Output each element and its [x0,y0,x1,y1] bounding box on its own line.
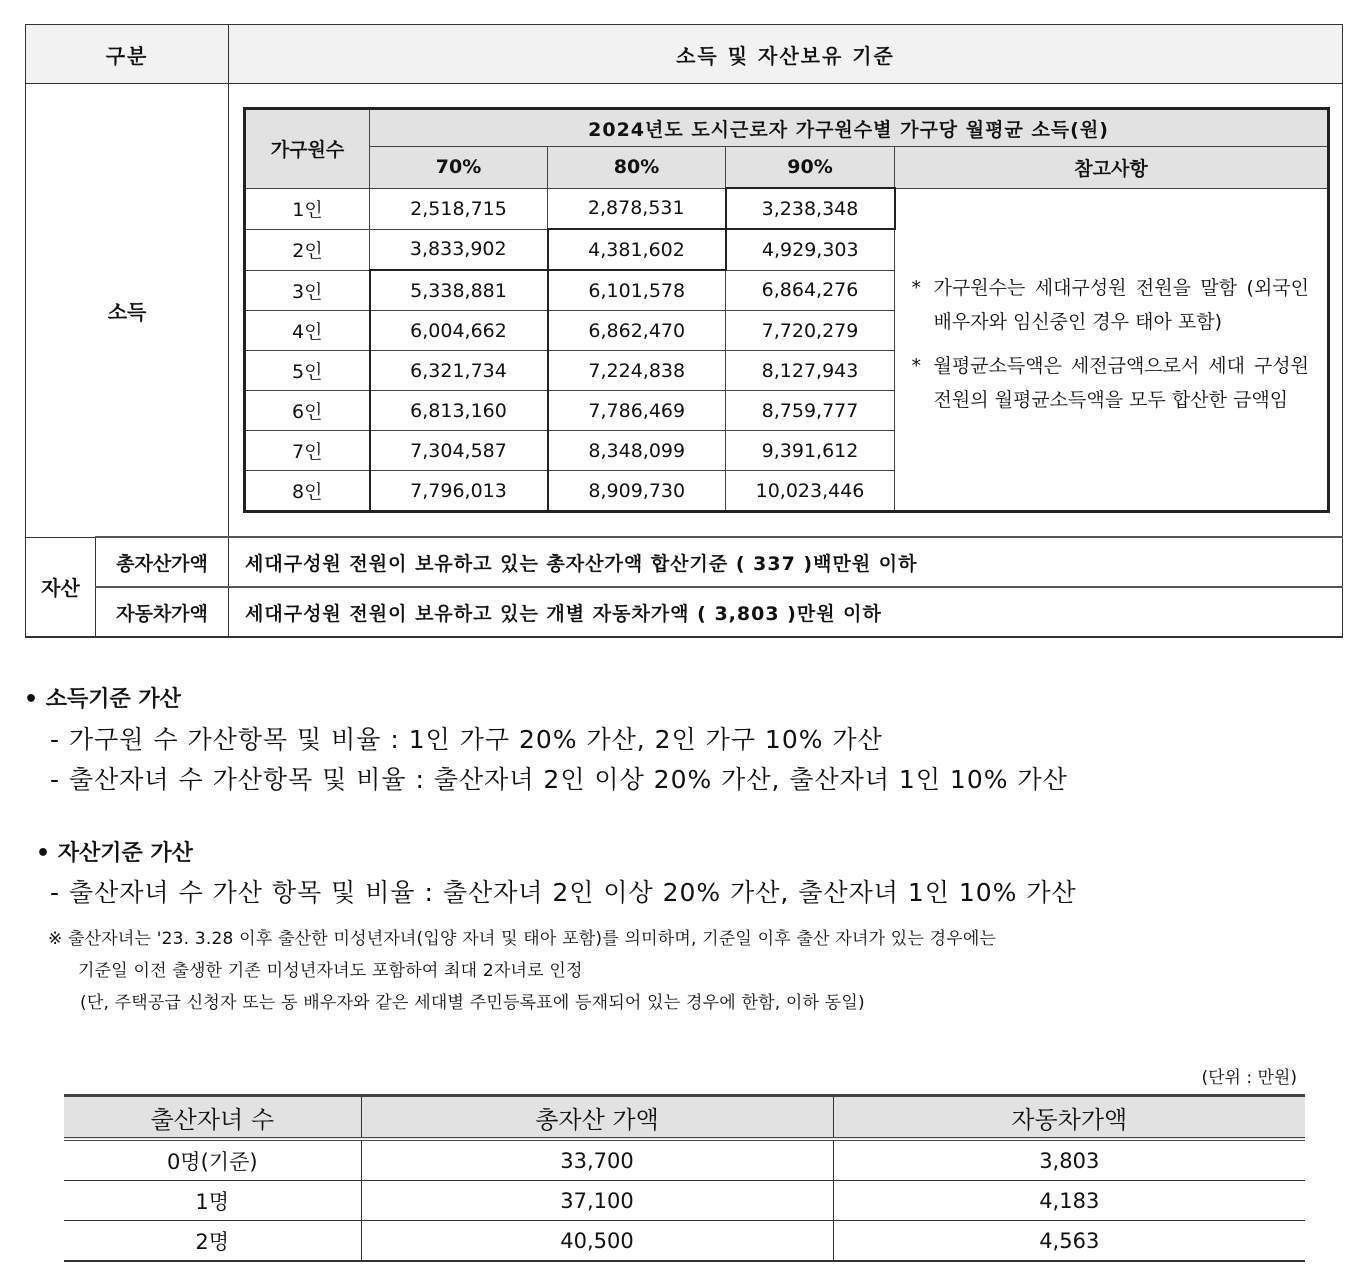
household-size: 6인 [245,391,370,431]
note-text: 가구원수는 세대구성원 전원을 말함 (외국인 배우자와 임신중인 경우 태아 포함) [933,277,1310,334]
note-item [912,271,1310,339]
footnote-line: ※ 출산자녀는 '23. 3.28 이후 출산한 미성년자녀(입양 자녀 및 태아 포함)를 의미하며, 기준일 이후 출산 자녀가 있는 경우에는 [48,929,997,949]
children-count: 0명(기준) [64,1139,361,1181]
header-children: 출산자녀 수 [64,1096,361,1140]
note-item [912,349,1310,417]
table-row [64,1221,1305,1262]
col-notes: 참고사항 [895,147,1329,189]
income-90: 3,238,348 [726,188,895,229]
income-90: 6,864,276 [726,270,895,311]
income-70: 7,304,587 [370,431,548,471]
income-80: 6,101,578 [548,270,726,311]
children-count: 2명 [64,1221,361,1262]
income-bonus-title: • 소득기준 가산 [24,687,181,712]
asset-bonus-title: • 자산기준 가산 [36,841,193,866]
table-row [64,1139,1305,1181]
household-size: 3인 [245,270,370,311]
unit-label: (단위 : 만원) [1201,1068,1297,1088]
household-size: 5인 [245,351,370,391]
total-assets-value: 33,700 [361,1139,833,1181]
income-90: 8,759,777 [726,391,895,431]
asterisk-icon: * [911,277,922,300]
total-assets-value: 40,500 [361,1221,833,1262]
income-70: 2,518,715 [370,188,548,229]
household-size: 2인 [245,229,370,270]
income-label: 소득 [26,84,229,538]
income-70: 5,338,881 [370,270,548,311]
income-80: 2,878,531 [548,188,726,229]
note-text: 월평균소득액은 세전금액으로서 세대 구성원 전원의 월평균소득액을 모두 합산한 금액임 [933,355,1310,412]
income-90: 4,929,303 [726,229,895,270]
table-row [245,188,1329,229]
income-70: 6,004,662 [370,311,548,351]
income-70: 3,833,902 [370,229,548,270]
header-vehicle: 자동차가액 [833,1096,1305,1140]
col-70: 70% [370,147,548,189]
income-80: 8,909,730 [548,471,726,512]
vehicle-value: 4,563 [833,1221,1305,1262]
income-70: 6,321,734 [370,351,548,391]
income-table [243,107,1330,513]
bonus-table [64,1094,1305,1262]
income-bonus-line: - 출산자녀 수 가산항목 및 비율 : 출산자녀 2인 이상 20% 가산, 출산자녀 1인 10% 가산 [50,765,1068,794]
household-size: 7인 [245,431,370,471]
household-size: 1인 [245,188,370,229]
household-size: 8인 [245,471,370,512]
income-80: 4,381,602 [548,229,726,270]
household-size-header: 가구원수 [245,109,370,189]
col-90: 90% [726,147,895,189]
header-total-assets: 총자산 가액 [361,1096,833,1140]
vehicle-value-label: 자동차가액 [96,587,229,637]
income-90: 8,127,943 [726,351,895,391]
total-assets-value: 37,100 [361,1181,833,1221]
table-row [64,1181,1305,1221]
notes-cell [895,188,1329,512]
col-80: 80% [548,147,726,189]
income-80: 7,786,469 [548,391,726,431]
income-80: 6,862,470 [548,311,726,351]
vehicle-value: 3,803 [833,1139,1305,1181]
children-count: 1명 [64,1181,361,1221]
header-category: 구분 [26,25,229,84]
income-70: 6,813,160 [370,391,548,431]
income-90: 7,720,279 [726,311,895,351]
header-criteria: 소득 및 자산보유 기준 [229,25,1343,84]
total-assets-label: 총자산가액 [96,537,229,587]
income-90: 10,023,446 [726,471,895,512]
footnote-line: 기준일 이전 출생한 기존 미성년자녀도 포함하여 최대 2자녀로 인정 [78,961,583,981]
income-bonus-line: - 가구원 수 가산항목 및 비율 : 1인 가구 20% 가산, 2인 가구 10% 가산 [50,725,883,754]
income-cell [229,84,1343,538]
vehicle-value: 4,183 [833,1181,1305,1221]
income-90: 9,391,612 [726,431,895,471]
footnote-line: (단, 주택공급 신청자 또는 동 배우자와 같은 세대별 주민등록표에 등재되어 있는 경우에 한함, 이하 동일) [80,993,865,1013]
total-assets-text: 세대구성원 전원이 보유하고 있는 총자산가액 합산기준 ( 337 )백만원 이하 [229,537,1343,587]
income-80: 8,348,099 [548,431,726,471]
income-80: 7,224,838 [548,351,726,391]
criteria-table [25,24,1343,638]
asterisk-icon: * [911,355,922,378]
household-size: 4인 [245,311,370,351]
asset-bonus-line: - 출산자녀 수 가산 항목 및 비율 : 출산자녀 2인 이상 20% 가산, 출산자녀 1인 10% 가산 [50,878,1077,907]
assets-label: 자산 [26,537,96,637]
vehicle-value-text: 세대구성원 전원이 보유하고 있는 개별 자동차가액 ( 3,803 )만원 이하 [229,587,1343,637]
income-70: 7,796,013 [370,471,548,512]
income-group-header: 2024년도 도시근로자 가구원수별 가구당 월평균 소득(원) [370,109,1329,147]
